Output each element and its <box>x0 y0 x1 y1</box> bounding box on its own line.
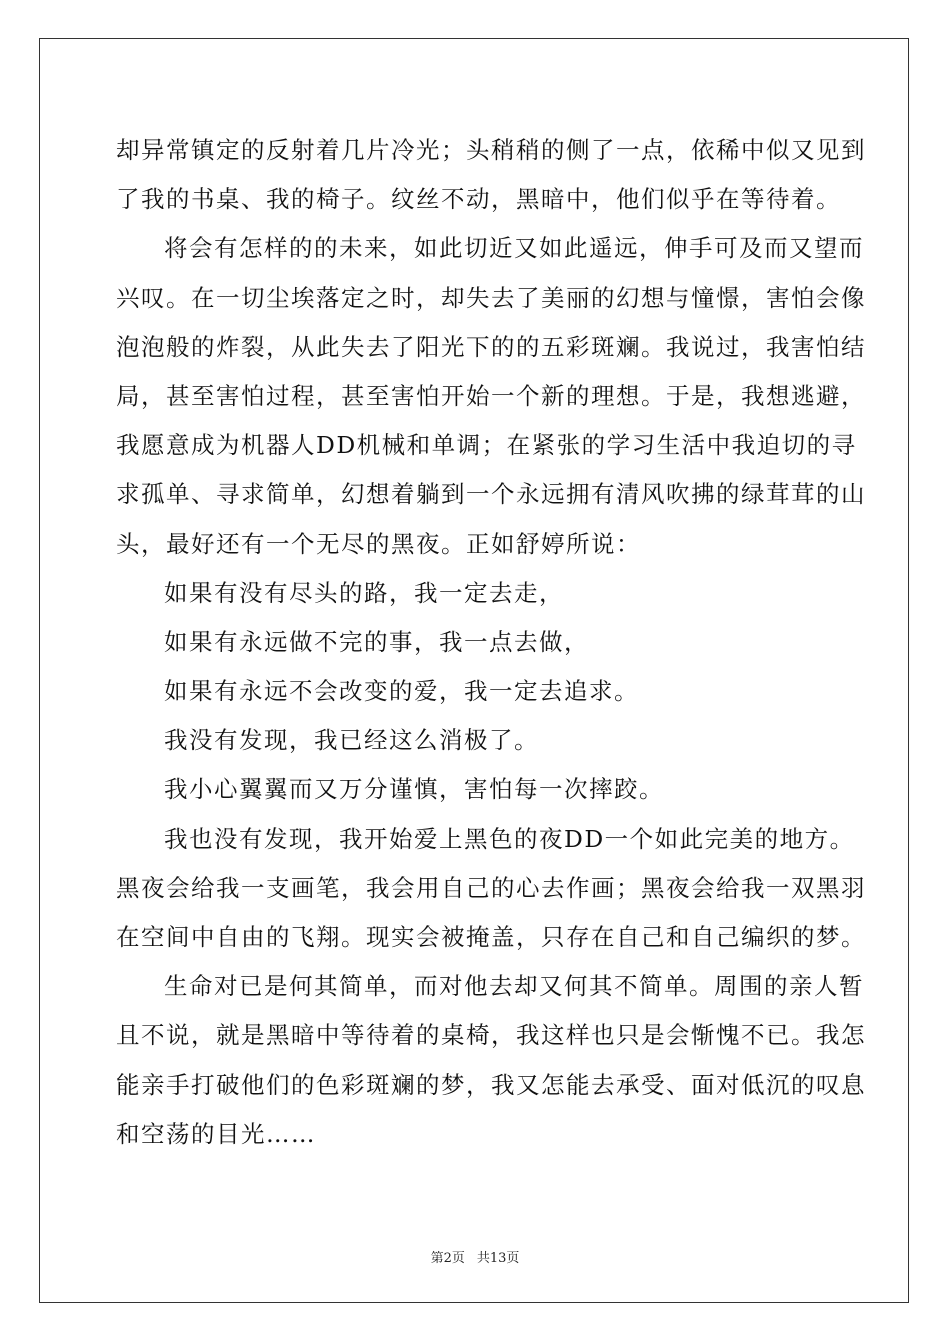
text-line: 将会有怎样的的未来，如此切近又如此遥远，伸手可及而又望而 <box>164 234 864 263</box>
text-line: 如果有永远做不完的事，我一点去做， <box>164 627 589 656</box>
page-number-total: 共13页 <box>476 1251 520 1266</box>
text-line: 我也没有发现，我开始爱上黑色的夜DD一个如此完美的地方。 <box>164 824 855 853</box>
text-line: 头，最好还有一个无尽的黑夜。正如舒婷所说： <box>116 529 641 558</box>
text-line: 生命对已是何其简单，而对他去却又何其不简单。周围的亲人暂 <box>164 972 864 1001</box>
text-line: 如果有永远不会改变的爱，我一定去追求。 <box>164 677 639 706</box>
text-line: 在空间中自由的飞翔。现实会被掩盖，只存在自己和自己编织的梦。 <box>116 923 866 951</box>
text-line: 能亲手打破他们的色彩斑斓的梦，我又怎能去承受、面对低沉的叹息 <box>116 1070 866 1099</box>
text-line: 且不说，就是黑暗中等待着的桌椅，我这样也只是会惭愧不已。我怎 <box>116 1021 866 1050</box>
text-line: 局，甚至害怕过程，甚至害怕开始一个新的理想。于是，我想逃避， <box>116 381 866 410</box>
text-line: 我小心翼翼而又万分谨慎，害怕每一次摔跤。 <box>164 775 664 804</box>
page-footer <box>0 1247 950 1266</box>
text-line: 泡泡般的炸裂，从此失去了阳光下的的五彩斑斓。我说过，我害怕结 <box>116 332 866 361</box>
text-line: 如果有没有尽头的路，我一定去走， <box>164 578 564 607</box>
text-line: 和空荡的目光…… <box>116 1119 316 1148</box>
text-line: 黑夜会给我一支画笔，我会用自己的心去作画；黑夜会给我一双黑羽 <box>116 873 866 902</box>
page-number-current: 第2页 <box>430 1251 465 1266</box>
text-line: 我没有发现，我已经这么消极了。 <box>164 726 539 755</box>
text-line: 我愿意成为机器人DD机械和单调；在紧张的学习生活中我迫切的寻 <box>116 431 857 460</box>
text-line: 求孤单、寻求简单，幻想着躺到一个永远拥有清风吹拂的绿茸茸的山 <box>116 480 866 509</box>
text-line: 兴叹。在一切尘埃落定之时，却失去了美丽的幻想与憧憬，害怕会像 <box>116 283 866 312</box>
text-line: 了我的书桌、我的椅子。纹丝不动，黑暗中，他们似乎在等待着。 <box>116 185 841 214</box>
document-body <box>116 126 866 1159</box>
text-line: 却异常镇定的反射着几片冷光；头稍稍的侧了一点，依稀中似又见到 <box>116 136 866 164</box>
